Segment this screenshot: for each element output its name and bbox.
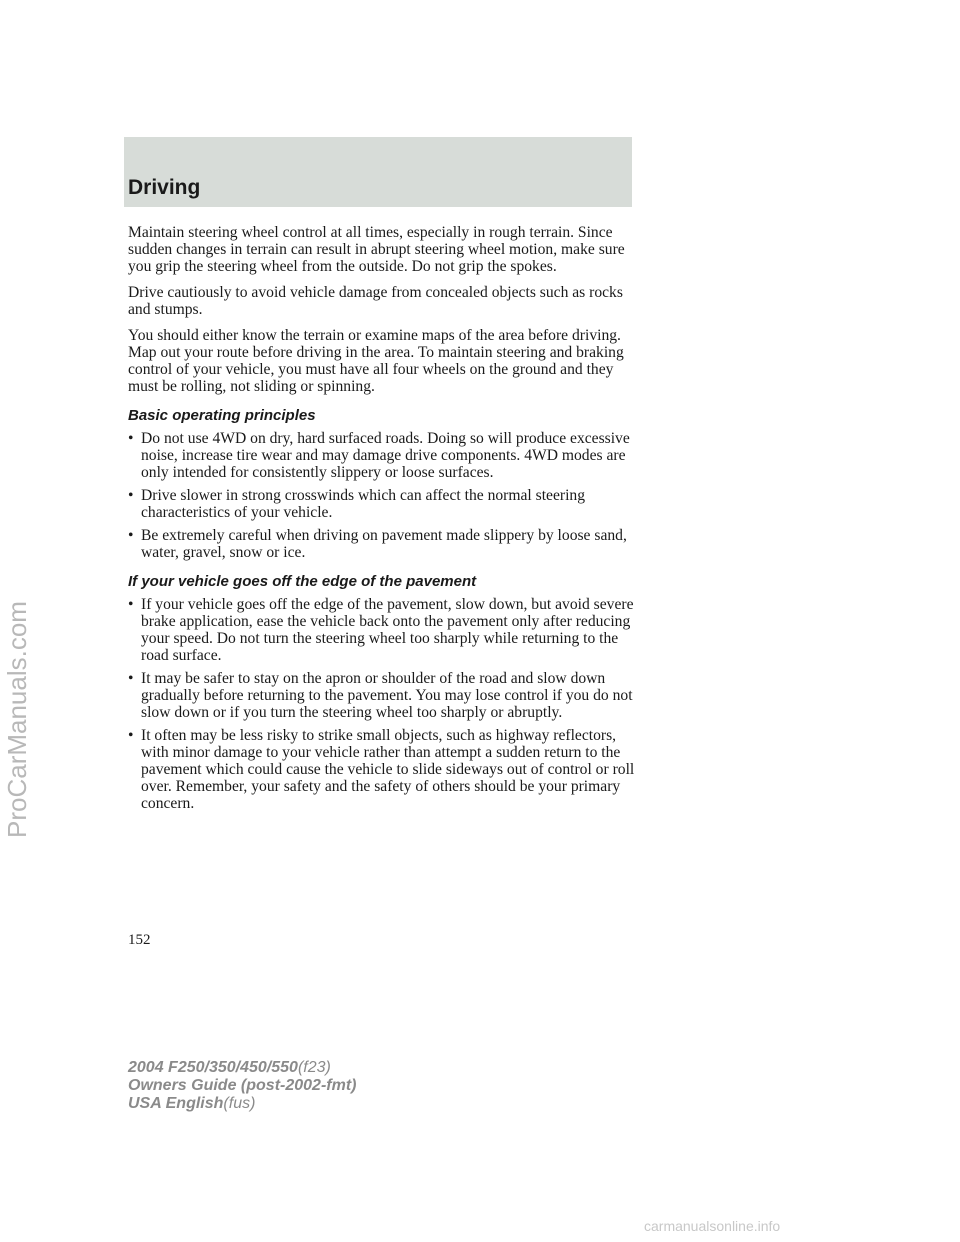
document-footer [128,1059,356,1113]
heading-off-pavement-edge: If your vehicle goes off the edge of the pavement [128,573,477,590]
list-item-text: Do not use 4WD on dry, hard surfaced roads. Doing so will produce excessive noise, increase tire wear and may damage drive components. 4WD modes are only intended for consistently slippery or loose surfaces. [141,430,630,481]
list-item-text: It may be safer to stay on the apron or shoulder of the road and slow down gradually before returning to the pavement. You may lose control if you do not slow down or if you turn the steering wheel too sharply or abruptly. [141,670,633,721]
list-off-pavement-edge [128,596,638,812]
bullet-glyph: • [128,430,134,447]
list-item [128,430,638,481]
paragraph-drive-cautiously: Drive cautiously to avoid vehicle damage from concealed objects such as rocks and stumps. [128,284,623,318]
list-item-text: Be extremely careful when driving on pavement made slippery by loose sand, water, gravel, snow or ice. [141,527,627,561]
bullet-glyph: • [128,670,134,687]
list-item-text: Drive slower in strong crosswinds which can affect the normal steering characteristics of your vehicle. [141,487,586,521]
section-title: Driving [128,176,201,199]
bottom-watermark: carmanualsonline.info [644,1218,781,1234]
footer-line-language [128,1095,356,1113]
list-item-text: If your vehicle goes off the edge of the pavement, slow down, but avoid severe brake application, ease the vehicle back onto the pavement only after reducing your speed. Do not turn the steering wheel too sharply while returning to the road surface. [141,596,634,664]
list-item [128,727,638,812]
footer-language: USA English [128,1095,224,1112]
footer-line-guide [128,1077,356,1095]
footer-guide-title: Owners Guide (post-2002-fmt) [128,1077,357,1094]
paragraph-know-terrain: You should either know the terrain or examine maps of the area before driving. Map out your route before driving in the area. To maintain steering and braking control of your vehicle, you must have all four wheels on the ground and they must be rolling, not sliding or spinning. [128,327,624,395]
list-basic-operating-principles [128,430,638,561]
bullet-glyph: • [128,527,134,544]
page-number: 152 [128,932,151,948]
page-content [128,224,638,818]
list-item [128,527,638,561]
footer-model: 2004 F250/350/450/550 [128,1059,298,1076]
list-item [128,487,638,521]
bullet-glyph: • [128,487,134,504]
paragraph-steering-control: Maintain steering wheel control at all times, especially in rough terrain. Since sudden changes in terrain can result in abrupt steering wheel motion, make sure you grip the steering wheel from the outside. Do not grip the spokes. [128,224,625,275]
list-item [128,670,638,721]
footer-line-model [128,1059,356,1077]
heading-basic-operating-principles: Basic operating principles [128,407,316,424]
list-item-text: It often may be less risky to strike small objects, such as highway reflectors, with minor damage to your vehicle rather than attempt a sudden return to the pavement which could cause the vehicle to slide sideways out of control or roll over. Remember, your safety and the safety of others should be your primary concern. [141,727,635,812]
bullet-glyph: • [128,596,134,613]
bullet-glyph: • [128,727,134,744]
footer-language-code: (fus) [223,1095,256,1112]
list-item [128,596,638,664]
side-watermark: ProCarManuals.com [2,601,32,838]
footer-model-code: (f23) [297,1059,331,1076]
